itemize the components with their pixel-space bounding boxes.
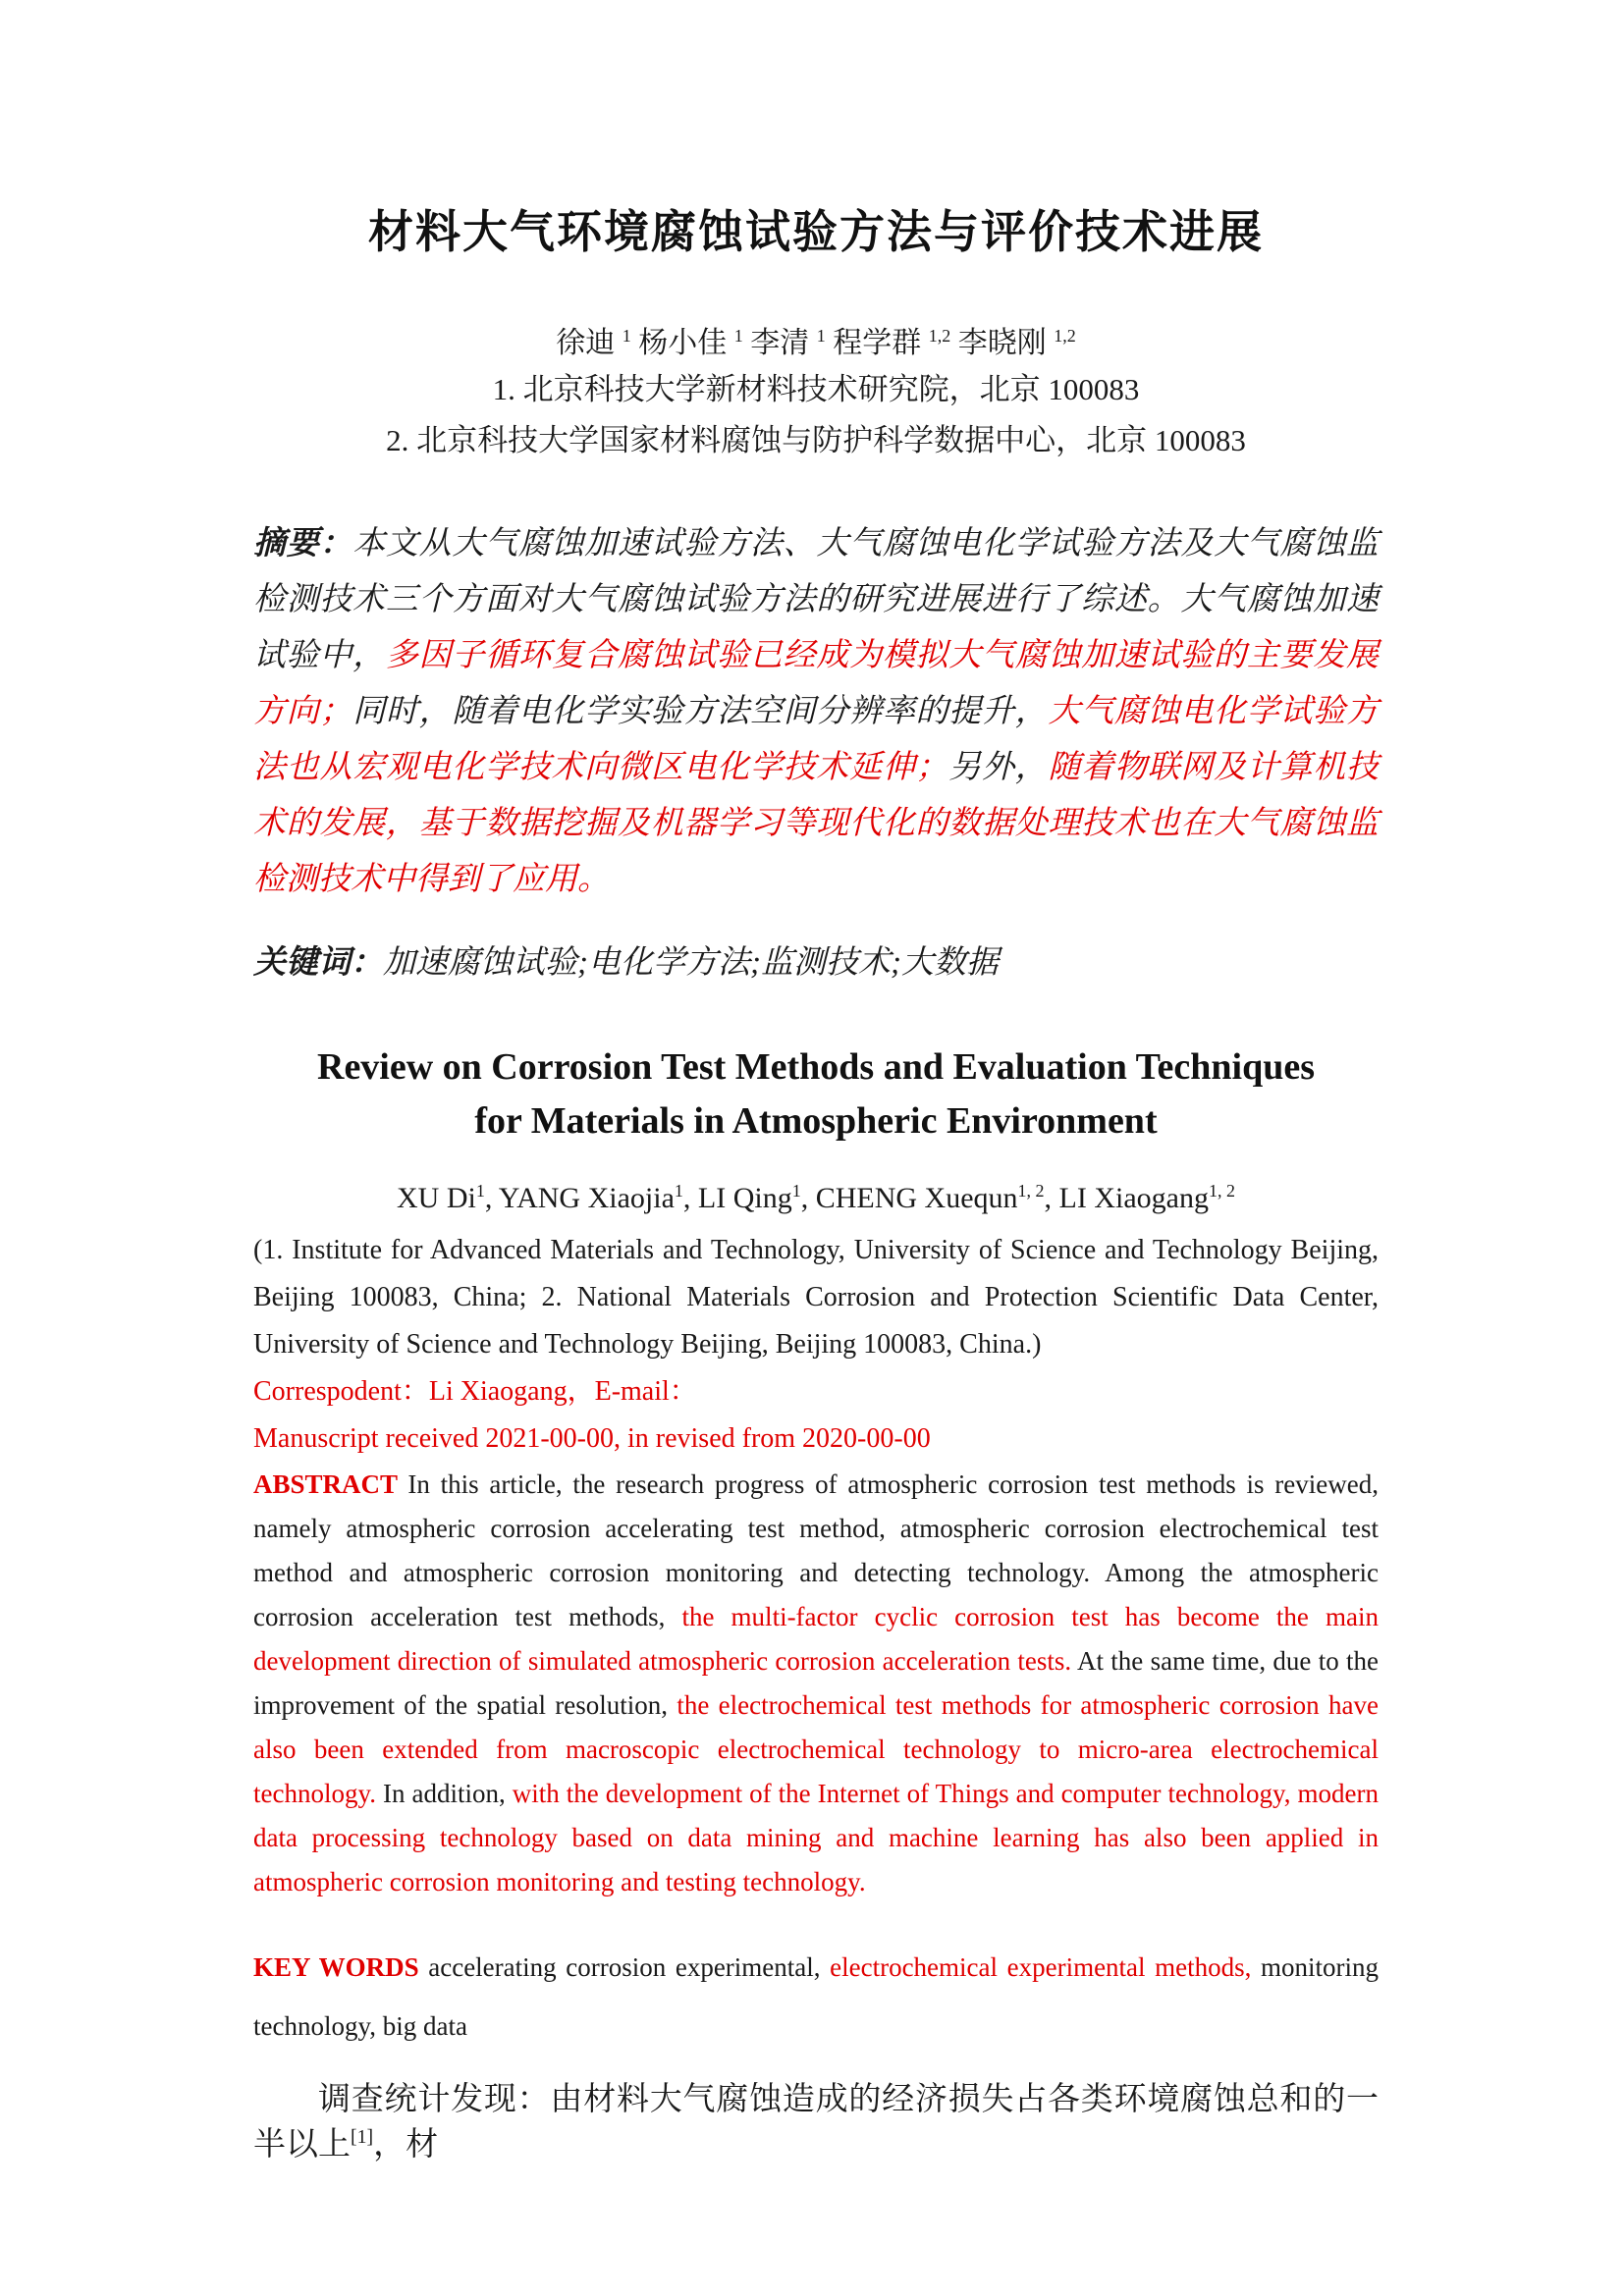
english-title-line-1: Review on Corrosion Test Methods and Evaluation Techniques [317, 1046, 1315, 1088]
english-abstract-paragraph [253, 1463, 1379, 1904]
text-segment: with the development of the Internet of Things and computer technology, modern data processing technology based on data mining and machine learning has also been applied in atmospheric corrosion monitoring and testing technology. [253, 1779, 1379, 1896]
text-segment: 加速腐蚀试验;电化学方法;监测技术;大数据 [383, 945, 999, 981]
chinese-author-line [253, 318, 1379, 361]
chinese-affiliation-2: 2. 北京科技大学国家材料腐蚀与防护科学数据中心，北京 100083 [386, 423, 1246, 457]
text-segment: 多因子循环复合腐蚀试验已经成为模拟大气腐蚀加速试验的主要发展方向； [253, 638, 1380, 729]
superscript-marker: 1 [674, 1181, 683, 1201]
text-segment: ABSTRACT [253, 1469, 408, 1499]
english-title-line-2: for Materials in Atmospheric Environment [474, 1100, 1158, 1142]
text-segment: , YANG Xiaojia [484, 1182, 675, 1214]
superscript-marker: 1, 2 [1017, 1181, 1045, 1201]
text-segment: , LI Xiaogang [1044, 1182, 1209, 1214]
chinese-abstract-paragraph [253, 516, 1379, 908]
text-segment: 李清 [742, 327, 817, 359]
text-segment: accelerating corrosion experimental, [428, 1952, 831, 1982]
manuscript-received-line: Manuscript received 2021-00-00, in revised from 2020-00-00 [253, 1423, 931, 1454]
chinese-affiliation-1: 1. 北京科技大学新材料技术研究院，北京 100083 [492, 372, 1140, 406]
english-title [253, 1041, 1379, 1148]
text-segment: 摘要： [253, 526, 353, 561]
text-segment: 关键词： [253, 945, 383, 981]
text-segment: , LI Qing [682, 1182, 792, 1214]
text-segment: 随着物联网及计算机技术的发展，基于数据挖掘及机器学习等现代化的数据处理技术也在大气腐蚀监检测技术中得到了应用。 [253, 750, 1380, 897]
text-segment: the multi-factor cyclic corrosion test has become the main development direction of simulated atmospheric corrosion acceleration tests. [253, 1602, 1379, 1676]
superscript-marker: 1 [622, 326, 631, 346]
text-segment: 李晓刚 [950, 327, 1055, 359]
text-segment: 另外， [947, 750, 1049, 785]
superscript-marker: [1] [351, 2126, 374, 2148]
text-segment: In this article, the research progress of atmospheric corrosion test methods is reviewed, namely atmospheric corrosion accelerating test method, atmospheric corrosion electrochemical test method and atmospheric corrosion monitoring and detecting technology. Among the atmospheric corrosion acceleration test methods, [253, 1469, 1379, 1631]
text-segment: monitoring technology, big data [253, 1952, 1379, 2041]
superscript-marker: 1 [816, 326, 826, 346]
text-segment: , CHENG Xuequn [800, 1182, 1018, 1214]
text-segment: 本文从大气腐蚀加速试验方法、大气腐蚀电化学试验方法及大气腐蚀监检测技术三个方面对大气腐蚀试验方法的研究进展进行了综述。大气腐蚀加速试验中， [253, 526, 1380, 673]
text-segment: electrochemical experimental methods, [830, 1952, 1261, 1982]
superscript-marker: 1 [791, 1181, 801, 1201]
superscript-marker: 1,2 [928, 326, 951, 346]
superscript-marker: 1, 2 [1208, 1181, 1235, 1201]
text-segment: ，材 [373, 2127, 439, 2163]
text-segment: KEY WORDS [253, 1952, 429, 1982]
english-author-line [253, 1182, 1379, 1215]
english-keywords-paragraph [253, 1938, 1379, 2056]
text-segment: 大气腐蚀电化学试验方法也从宏观电化学技术向微区电化学技术延伸； [253, 694, 1380, 785]
text-segment: XU Di [397, 1182, 476, 1214]
text-segment: 同时，随着电化学实验方法空间分辨率的提升， [352, 694, 1049, 729]
text-segment: the electrochemical test methods for atmospheric corrosion have also been extended from macroscopic electrochemical technology to micro-area electrochemical technology. [253, 1690, 1379, 1808]
chinese-keywords-line [253, 935, 1379, 991]
chinese-title: 材料大气环境腐蚀试验方法与评价技术进展 [368, 206, 1264, 257]
text-segment: At the same time, due to the improvement of the spatial resolution, [253, 1646, 1380, 1720]
text-segment: 程学群 [825, 327, 929, 359]
text-segment: 调查统计发现：由材料大气腐蚀造成的经济损失占各类环境腐蚀总和的一半以上 [253, 2082, 1379, 2163]
correspondent-line: Correspodent：Li Xiaogang，E-mail： [253, 1376, 697, 1407]
text-segment: In addition, [382, 1779, 513, 1808]
superscript-marker: 1,2 [1054, 326, 1076, 346]
text-segment: 杨小佳 [630, 327, 734, 359]
text-segment: 徐迪 [556, 327, 623, 359]
superscript-marker: 1 [475, 1181, 485, 1201]
english-affiliation-paragraph: (1. Institute for Advanced Materials and Technology, University of Science and Technology Beijing, Beijing 100083, China; 2. National Materials Corrosion and Protection Scientific Data Center, University of Science and Technology Beijing, Beijing 100083, China.) [253, 1235, 1379, 1360]
body-first-paragraph [253, 2077, 1379, 2167]
superscript-marker: 1 [733, 326, 743, 346]
